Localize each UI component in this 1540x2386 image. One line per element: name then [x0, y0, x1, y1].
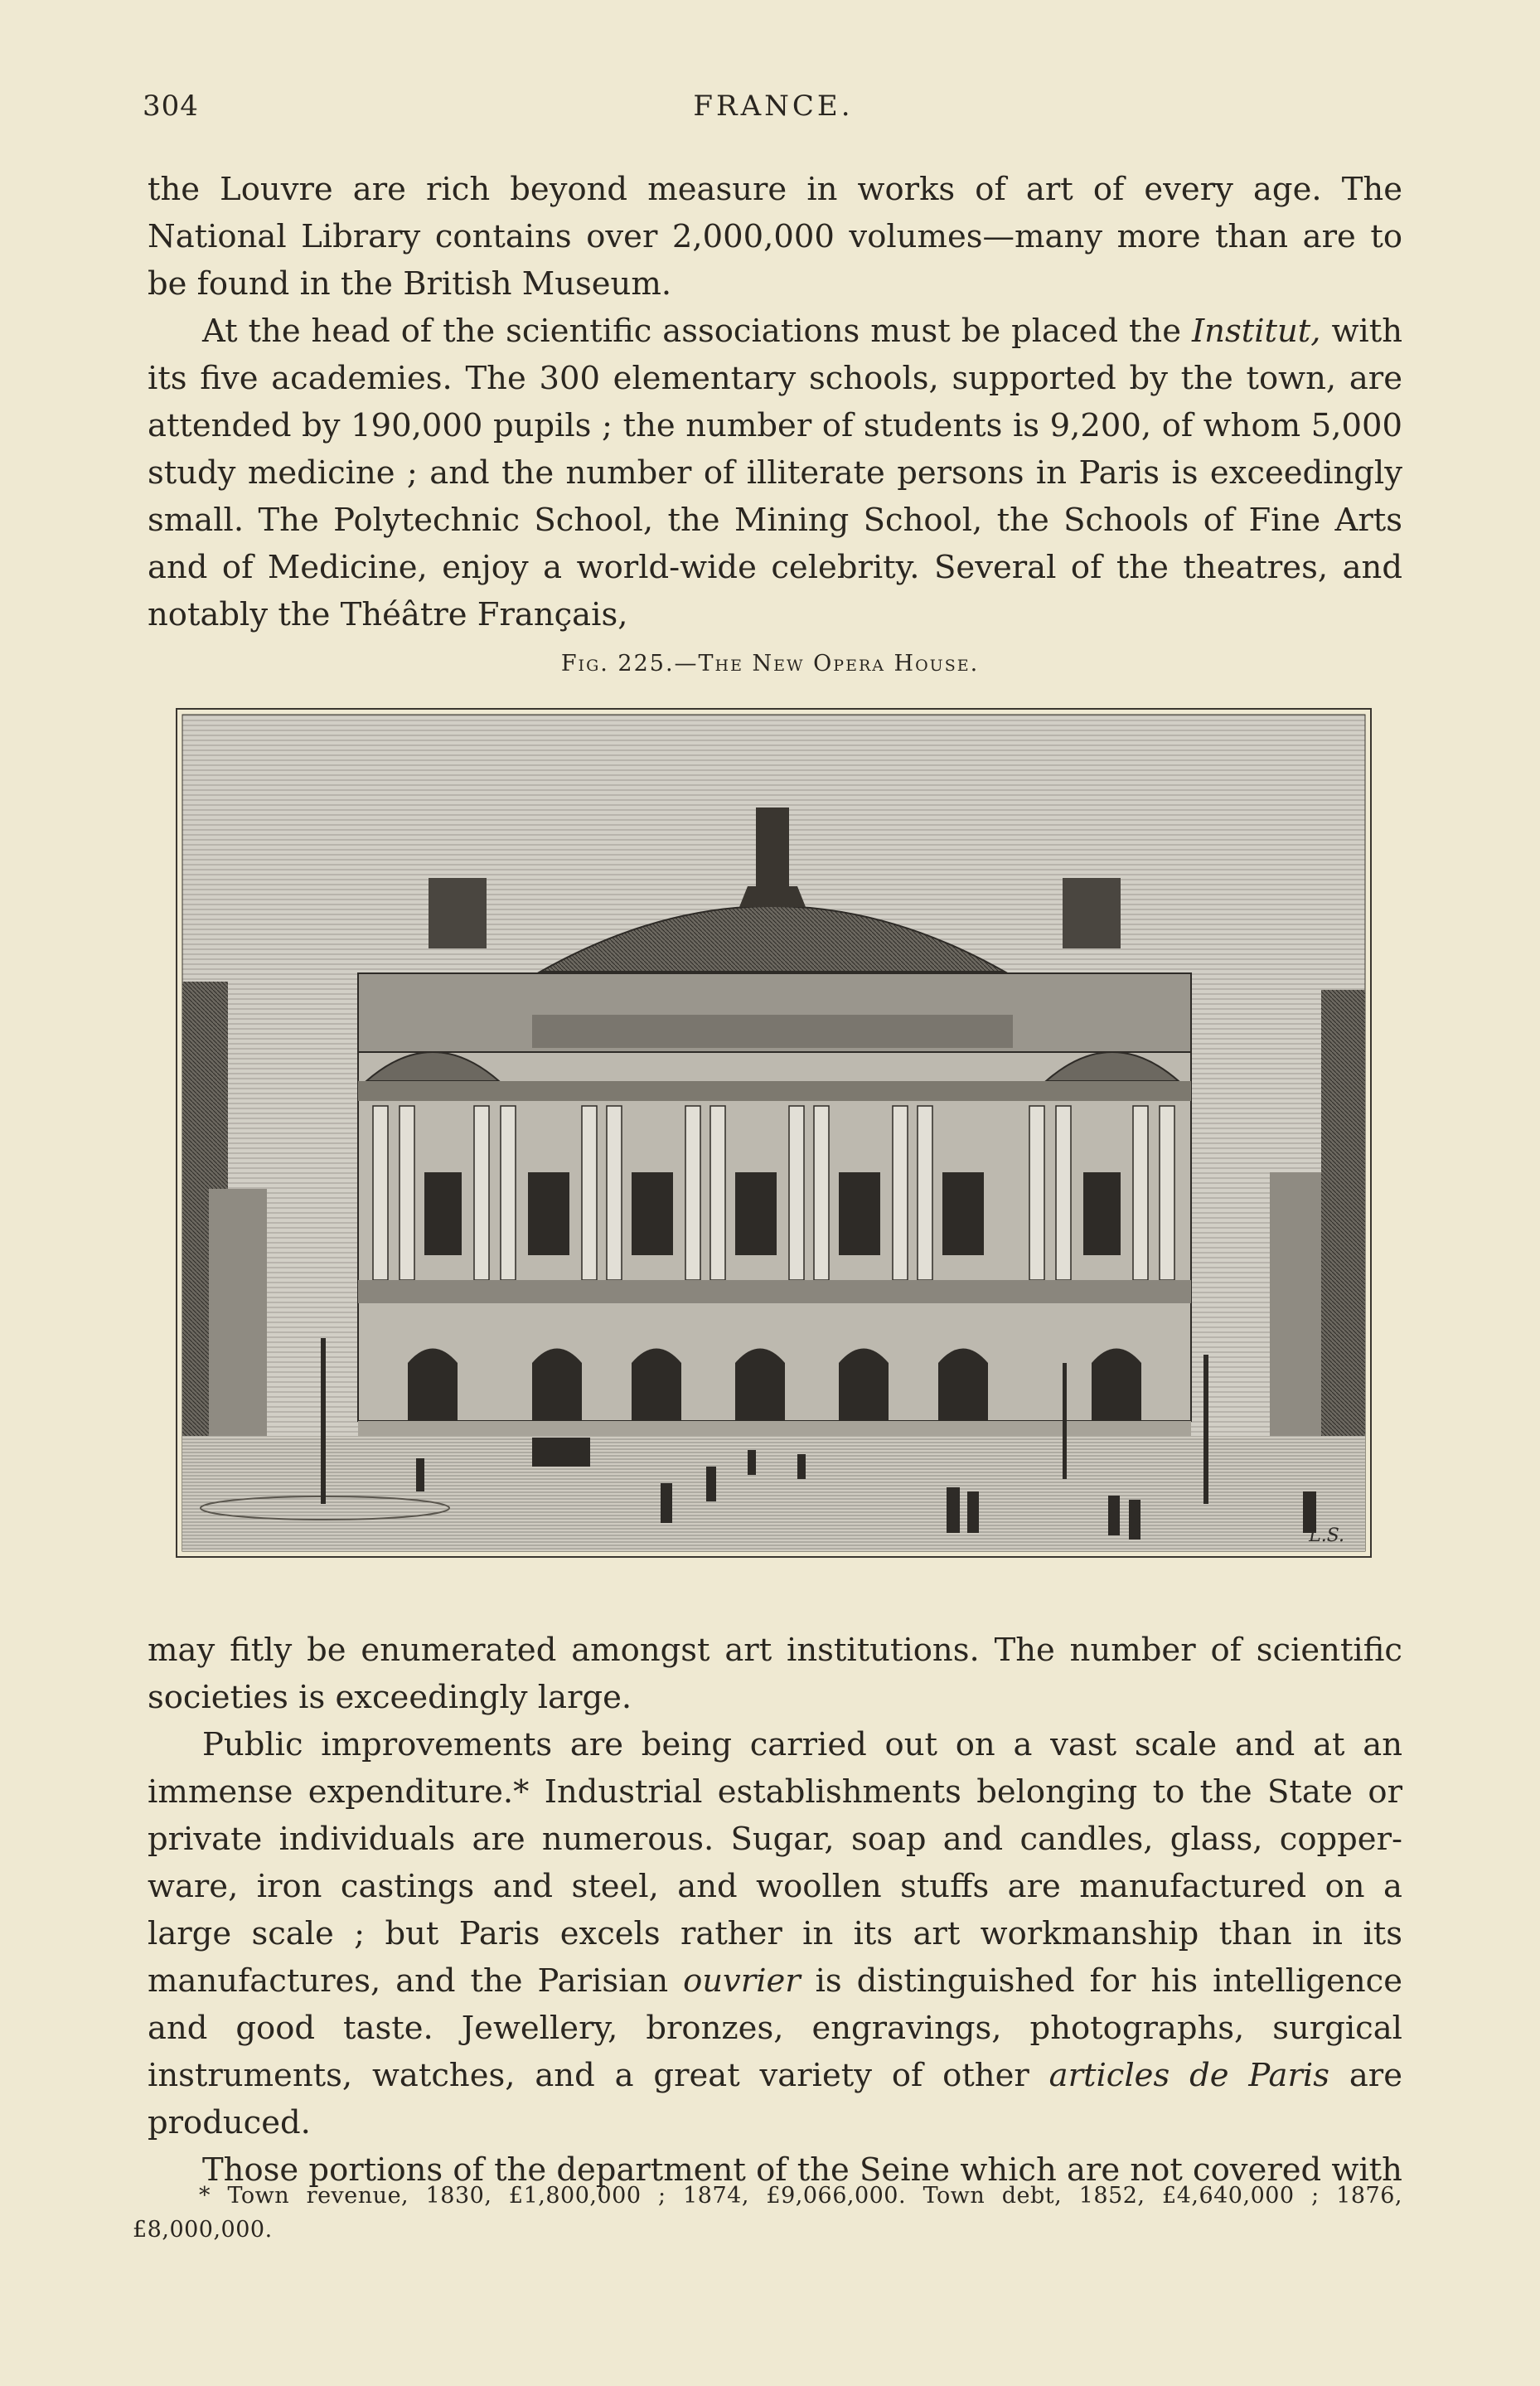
paragraph [148, 1627, 1402, 1721]
text-run: with its five academies. The 300 elementary schools, supported by the town, are attended by 190,000 pupils ; the number of students is 9,200, of whom 5,000 study medicine ; and the number of illiterate persons in Paris is exceedingly small. The Polytechnic School, the Mining School, the Schools of Fine Arts and of Medicine, enjoy a world-wide celebrity. Several of the theatres, and notably the Théâtre Français, [148, 313, 1402, 633]
body-text-bottom [148, 1627, 1402, 2194]
page-header [143, 90, 1404, 131]
text-run: are produced. [148, 2057, 1402, 2141]
text-run: may fitly be enumerated amongst art institutions. The number of scientific societies is exceedingly large. [148, 1632, 1402, 1716]
text-run: the Louvre are rich beyond measure in works of art of every age. The National Library contains over 2,000,000 volumes—many more than are to be found in the British Museum. [148, 171, 1402, 303]
footnote [133, 2179, 1402, 2247]
paragraph [148, 166, 1402, 308]
page-number: 304 [143, 90, 199, 123]
text-run: Public improvements are being carried out on a vast scale and at an immense expenditure.* Industrial establishments belonging to the State or private individuals are numerous. Sugar, soap and candles, glass, copper-ware, iron castings and steel, and woollen stuffs are manufactured on a large scale ; but Paris excels rather in its art workmanship than in its manufactures, and the Parisian [148, 1726, 1402, 2000]
figure-caption: Fig. 225.—The New Opera House. [560, 651, 980, 677]
paragraph [148, 308, 1402, 638]
italic-text: Institut, [1191, 313, 1321, 350]
italic-text: articles de Paris [1048, 2057, 1329, 2094]
paragraph [148, 1721, 1402, 2146]
footnote-text: * Town revenue, 1830, £1,800,000 ; 1874, £9,066,000. Town debt, 1852, £4,640,000 ; 1876, £8,000,000. [133, 2183, 1402, 2243]
engraver-signature: L.S. [1309, 1525, 1344, 1546]
opera-house-engraving [176, 708, 1372, 1558]
body-text-top [148, 166, 1402, 638]
text-run: is distinguished for his intelligence and good taste. Jewellery, bronzes, engravings, photographs, surgical instruments, watches, and a great variety of other [148, 1962, 1402, 2094]
running-title: FRANCE. [693, 90, 854, 123]
text-run: At the head of the scientific associations must be placed the [202, 313, 1192, 350]
text-run: Those portions of the department of the Seine which are not covered with [202, 2151, 1402, 2189]
italic-text: ouvrier [683, 1962, 801, 2000]
